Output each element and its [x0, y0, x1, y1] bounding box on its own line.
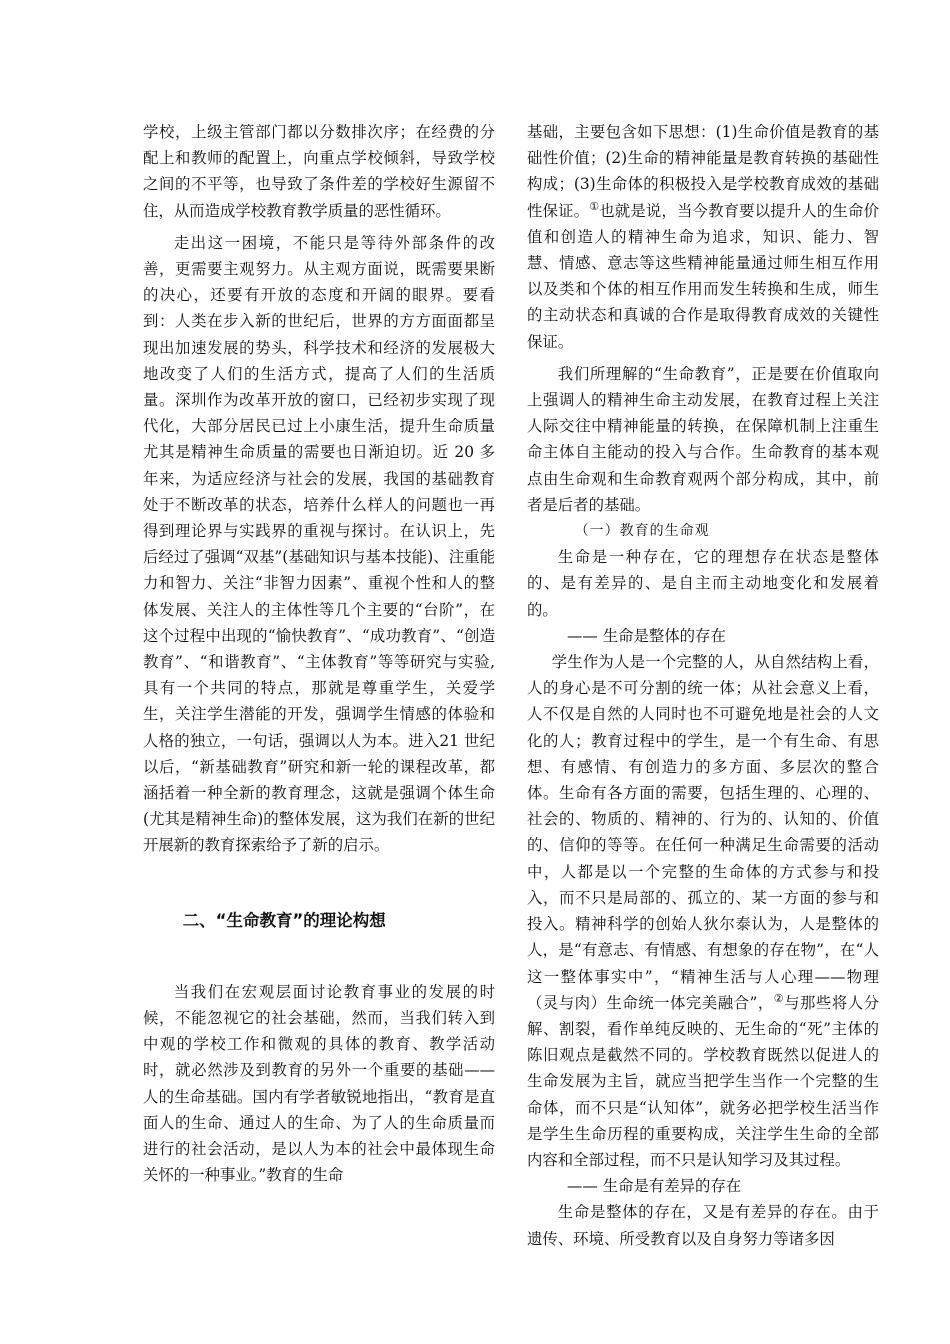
paragraph-text: 基础，主要包含如下思想：(1)生命价值是教育的基础性价值；(2)生命的精神能量是教育转换的基础性构成；(3)生命体的积极投入是学校教育成效的基础性保证。	[527, 123, 879, 220]
paragraph-text: 也就是说，当今教育要以提升人的生命价值和创造人的精神生命为追求，知识、能力、智慧、情感、意志等这些精神能量通过师生相互作用以及类和个体的相互作用而发生转换和生成，师生的主动状态和真诚的合作是取得教育成效的关键性保证。	[527, 201, 879, 351]
paragraph: 我们所理解的“生命教育”，正是要在价值取向上强调人的精神生命主动发展，在教育过程上关注人际交往中精神能量的转换，在保障机制上注重生命主体自主能动的投入与合作。生命教育的基本观点由生命观和生命教育观两个部分构成，其中，前者是后者的基础。	[527, 364, 879, 514]
paragraph: 生命是整体的存在，又是有差异的存在。由于遗传、环境、所受教育以及自身努力等诸多因	[527, 1203, 879, 1248]
paragraph: 学校，上级主管部门都以分数排次序；在经费的分配上和教师的配置上，向重点学校倾斜，导致学校之间的不平等，也导致了条件差的学校好生源留不住，从而造成学校教育教学质量的恶性循环。	[143, 123, 495, 220]
footnote-marker: ②	[773, 991, 785, 1005]
right-column	[527, 119, 879, 1252]
footnote-marker: ①	[589, 199, 600, 213]
paragraph: 走出这一困境，不能只是等待外部条件的改善，更需要主观努力。从主观方面说，既需要果断的决心，还要有开放的态度和开阔的眼界。要看到：人类在步入新的世纪后，世界的方方面面都呈现出加速发展的势头，科学技术和经济的发展极大地改变了人们的生活方式，提高了人们的生活质量。深圳作为改革开放的窗口，已经初步实现了现代化，大部分居民已过上小康生活，提升生命质量尤其是精神生命质量的需要也日渐迫切。近 20 多年来，为适应经济与社会的发展，我国的基础教育处于不断改革的状态，培养什么样人的问题也一再得到理论界与实践界的重视与探讨。在认识上，先后经过了强调“双基”(基础知识与基本技能)、注重能力和智力、关注“非智力因素”、重视个性和人的整体发展、关注人的主体性等几个主要的“台阶”，在这个过程中出现的“愉快教育”、“成功教育”、“创造教育”、“和谐教育”、“主体教育”等等研究与实验,具有一个共同的特点，那就是尊重学生，关爱学生，关注学生潜能的开发，强调学生情感的体验和人格的独立，一句话，强调以人为本。进入21 世纪以后，“新基础教育”研究和新一轮的课程改革，都涵括着一种全新的教育理念，这就是强调个体生命(尤其是精神生命)的整体发展，这为我们在新的世纪开展新的教育探索给予了新的启示。	[143, 233, 495, 855]
paragraph-text: 与那些将人分解、割裂，看作单纯反映的、无生命的“死”主体的陈旧观点是截然不同的。学校教育既然以促进人的生命发展为主旨，就应当把学生当作一个完整的生命体，而不只是“认知体”，就务必把学校生活当作是学生生命历程的重要构成，关注学生生命的全部内容和全部过程，而不只是认知学习及其过程。	[527, 993, 879, 1169]
paragraph-text: 学生作为人是一个完整的人，从自然结构上看，人的身心是不可分割的统一体；从社会意义上看，人不仅是自然的人同时也不可避免地是社会的人文化的人；教育过程中的学生，是一个有生命、有思想、有感情、有创造力的多方面、多层次的整合体。生命有各方面的需要，包括生理的、心理的、社会的、物质的、精神的、行为的、认知的、价值的、信仰的等等。在任何一种满足生命需要的活动中，人都是以一个完整的生命体的方式参与和投入，而不只是局部的、孤立的、某一方面的参与和投入。精神科学的创始人狄尔泰认为，人是整体的人，是“有意志、有情感、有想象的存在物”，在“人这一整体事实中”，“精神生活与人心理——物理（灵与肉）生命统一体完美融合”，	[527, 653, 879, 1012]
paragraph: 当我们在宏观层面讨论教育事业的发展的时候，不能忽视它的社会基础，然而，当我们转入到中观的学校工作和微观的具体的教育、教学活动时，就必然涉及到教育的另外一个重要的基础——人的生命基础。国内有学者敏锐地指出，“教育是直面人的生命、通过人的生命、为了人的生命质量而进行的社会活动，是以人为本的社会中最体现生命关怀的一种事业。”教育的生命	[143, 982, 495, 1185]
subsection-heading: （一）教育的生命观	[574, 523, 710, 540]
dash-heading: —— 生命是整体的存在	[567, 626, 726, 645]
dash-heading: —— 生命是有差异的存在	[567, 1177, 742, 1196]
paragraph	[527, 649, 879, 1173]
paragraph	[527, 119, 879, 355]
section-title: 二、“生命教育”的理论构想	[182, 910, 386, 930]
left-column	[143, 119, 495, 1188]
paragraph: 生命是一种存在，它的理想存在状态是整体的、是有差异的、是自主而主动地变化和发展着的。	[527, 548, 879, 619]
